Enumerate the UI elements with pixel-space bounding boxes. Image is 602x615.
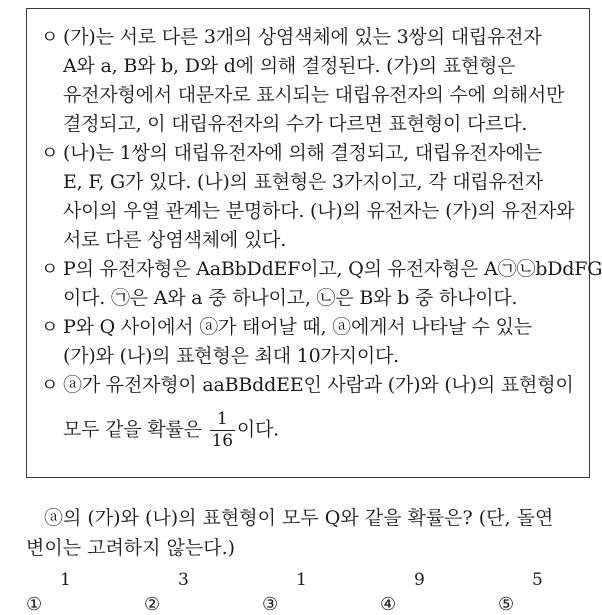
fraction-numerator: 5: [532, 570, 543, 590]
fraction: [210, 411, 235, 450]
condition-line: 사이의 우열 관계는 분명하다. (나)의 유전자는 (가)의 유전자와: [63, 200, 575, 222]
condition-line: ⓐ가 유전자형이 aaBBddEE인 사람과 (가)와 (나)의 표현형이: [63, 374, 574, 396]
bullet-circle: ㅇ: [41, 317, 59, 338]
condition-line: 이다. ㉠은 A와 a 중 하나이고, ㉡은 B와 b 중 하나이다.: [63, 287, 518, 309]
conditions-box: [26, 8, 602, 478]
bullet-circle: ㅇ: [41, 143, 59, 164]
condition-line: P의 유전자형은 AaBbDdEF이고, Q의 유전자형은 A㉠㉡bDdFG: [63, 258, 602, 280]
bullet-circle: ㅇ: [41, 259, 59, 280]
condition-line: 서로 다른 상염색체에 있다.: [63, 229, 287, 251]
question-line-2: 변이는 고려하지 않는다.): [26, 537, 236, 559]
choice-fraction: [294, 572, 309, 589]
fraction-denominator: 16: [211, 431, 233, 451]
choice-number: ①: [26, 594, 43, 615]
choice-fraction: [176, 572, 191, 589]
bullet-circle: ㅇ: [41, 375, 59, 396]
condition-line: 결정되고, 이 대립유전자의 수가 다르면 표현형이 다르다.: [63, 113, 528, 135]
choice-number: ⑤: [498, 594, 515, 615]
condition-line: (가)는 서로 다른 3개의 상염색체에 있는 3쌍의 대립유전자: [63, 26, 542, 48]
fraction-numerator: 9: [414, 570, 425, 590]
fraction-suffix: 이다.: [236, 418, 279, 441]
condition-line: (가)와 (나)의 표현형은 최대 10가지이다.: [63, 345, 399, 367]
question-line-1: ⓐ의 (가)와 (나)의 표현형이 모두 Q와 같을 확률은? (단, 돌연: [44, 507, 554, 529]
condition-line: P와 Q 사이에서 ⓐ가 태어날 때, ⓐ에게서 나타날 수 있는: [63, 316, 532, 338]
answer-choices: [26, 570, 596, 615]
condition-line: (나)는 1쌍의 대립유전자에 의해 결정되고, 대립유전자에는: [63, 142, 542, 164]
condition-line: 유전자형에서 대문자로 표시되는 대립유전자의 수에 의해서만: [63, 84, 565, 106]
fraction-numerator: 1: [60, 570, 71, 590]
fraction-numerator: 1: [216, 409, 228, 429]
choice-fraction: [412, 572, 427, 589]
fraction-numerator: 3: [178, 570, 189, 590]
condition-line-with-fraction: [63, 411, 279, 450]
bullet-circle: ㅇ: [41, 27, 59, 48]
fraction-prefix: 모두 같을 확률은: [63, 418, 202, 441]
condition-line: A와 a, B와 b, D와 d에 의해 결정된다. (가)의 표현형은: [63, 55, 516, 77]
choice-fraction: [530, 572, 545, 589]
choice-number: ④: [380, 594, 397, 615]
choice-number: ②: [144, 594, 161, 615]
condition-line: E, F, G가 있다. (나)의 표현형은 3가지이고, 각 대립유전자: [63, 171, 543, 193]
choice-fraction: [58, 572, 73, 589]
fraction-numerator: 1: [296, 570, 307, 590]
choice-number: ③: [262, 594, 279, 615]
